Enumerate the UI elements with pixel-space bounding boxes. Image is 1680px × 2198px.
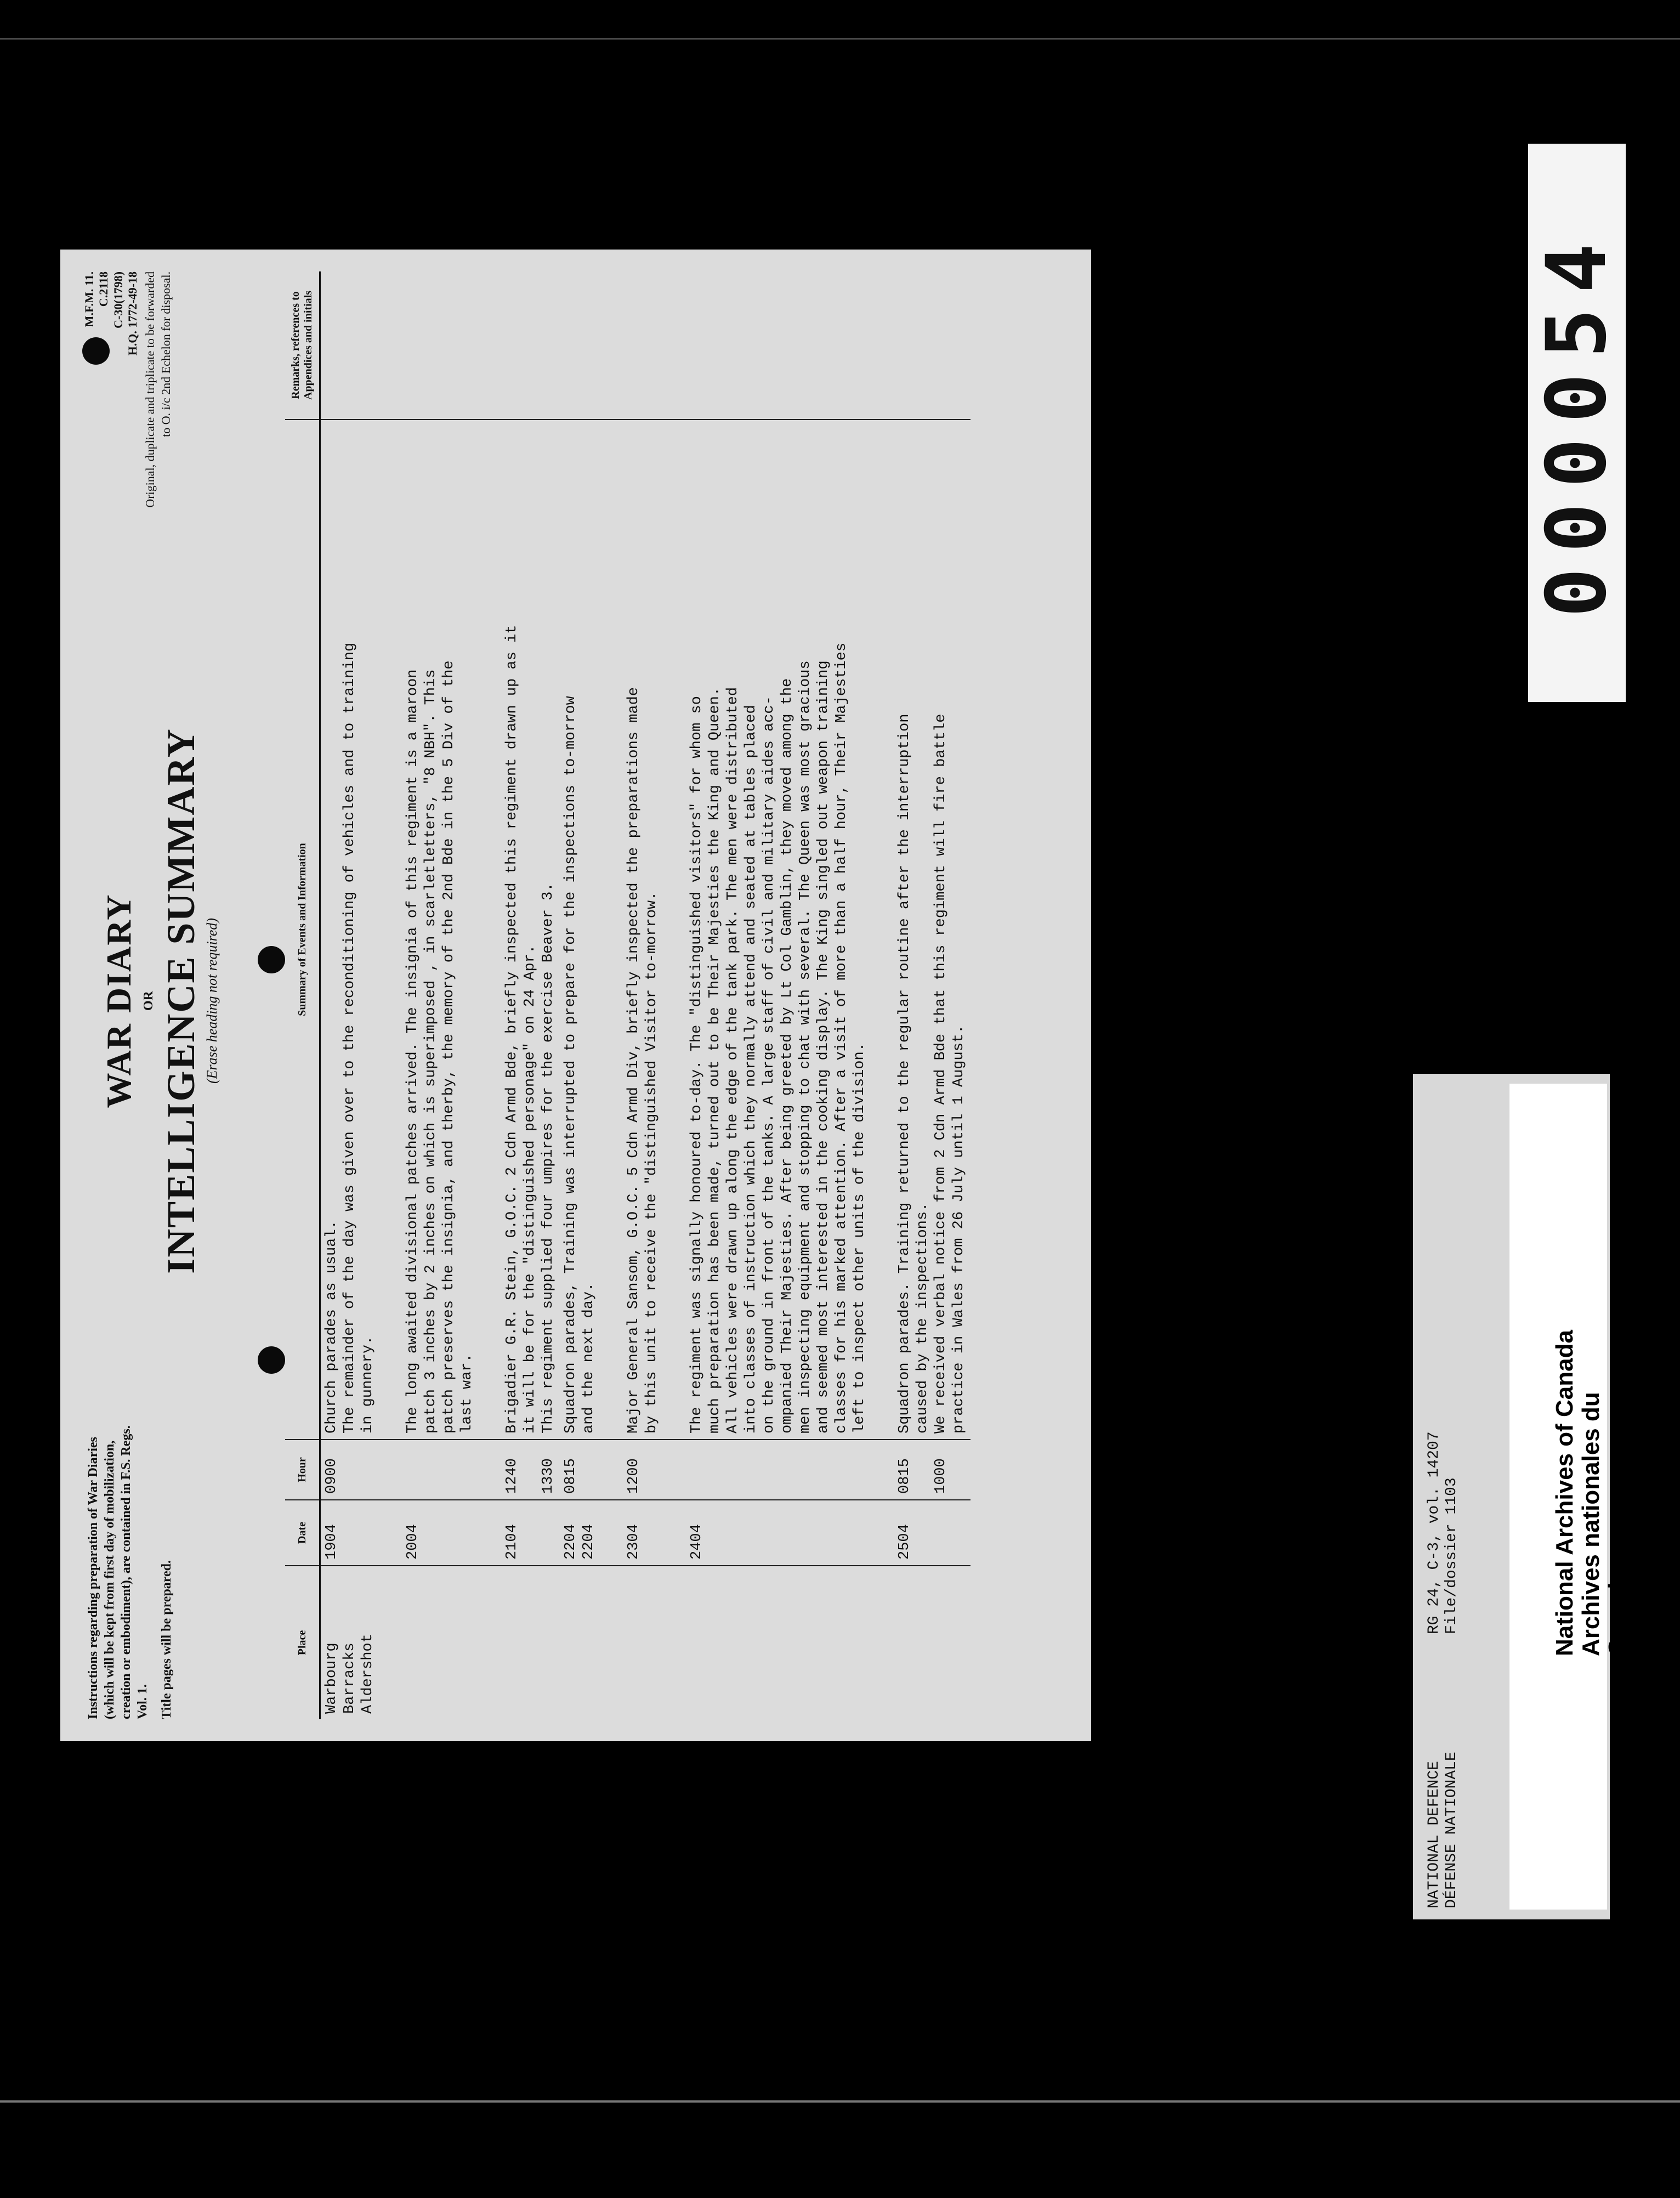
entry-remarks [560, 271, 600, 420]
column-header-summary: Summary of Events and Information [285, 420, 320, 1440]
page-number: 000054 [1529, 228, 1625, 618]
entry-place [501, 1566, 560, 1719]
entry-remarks [402, 271, 479, 420]
national-archives-fr: Archives nationales du Canada [1577, 1392, 1631, 1656]
entry-spacer [379, 271, 402, 1719]
national-archives-en: National Archives of Canada [1551, 1330, 1578, 1656]
record-group-reference [1426, 1349, 1461, 1634]
diary-entry [320, 271, 380, 1719]
national-defence-label [1426, 1678, 1461, 1908]
column-header-hour: Hour [285, 1440, 320, 1500]
entry-summary: The long awaited divisional patches arrived. The insignia of this regiment is a maroon patch 3 inches by 2 inches on which is superimposed , in scarletletters, "8 NBH". This patch preserves the insignia, and therby, the memory of the 2nd Bde in the 5 Div of the last war. [402, 420, 479, 1440]
entry-place [686, 1566, 871, 1719]
entry-remarks [320, 271, 380, 420]
entry-date: 2204 2204 [560, 1500, 600, 1566]
entry-summary: The regiment was signally honoured to-day. The "distinguished visitors" for whom so much preparation has been made, turned out to be Their Majesties the King and Queen. All vehicles were drawn up along the edge of the tank park. The men were distributed into classes of instruction which they normally attend and seated at tables placed on the ground in front of the tanks. A large staff of civil and military aides acc- ompanied Their Majesties. After being greeted by Lt Col Gamblin, they moved among the men inspecting equipment and stopping to chat with several. The Queen was most gracious and seemed most interested in the cooking display. The King singled out weapon training classes for his marked attention. After a visit of more than a half hour, Their Majesties left to inspect other units of the division. [686, 420, 871, 1440]
national-defence-fr: DÉFENSE NATIONALE [1443, 1752, 1460, 1908]
entry-hour [402, 1440, 479, 1500]
entry-remarks [501, 271, 560, 420]
entry-hour: 1240 1330 [501, 1440, 560, 1500]
entry-spacer [600, 271, 623, 1719]
entry-hour: 0900 [320, 1440, 380, 1500]
entry-summary: Church parades as usual. The remainder of the day was given over to the reconditioning of vehicles and to training in gunnery. [320, 420, 380, 1440]
column-header-date: Date [285, 1500, 320, 1566]
entry-place [894, 1566, 970, 1719]
entry-place [623, 1566, 663, 1719]
entry-date: 2104 [501, 1500, 560, 1566]
entry-remarks [623, 271, 663, 420]
entry-hour: 0815 1000 [894, 1440, 970, 1500]
entry-date: 2004 [402, 1500, 479, 1566]
diary-entry [686, 271, 871, 1719]
disposal-note [143, 271, 174, 688]
form-ref-line: M.F.M. 11. [82, 271, 96, 327]
archive-label [1426, 1316, 1631, 1908]
erase-heading-note: (Erase heading not required) [204, 917, 220, 1084]
intelligence-summary-title: INTELLIGENCE SUMMARY [159, 728, 203, 1274]
entry-hour [686, 1440, 871, 1500]
entry-hour: 1200 [623, 1440, 663, 1500]
entry-spacer [479, 271, 501, 1719]
disposal-line: to O. i/c 2nd Echelon for disposal. [158, 271, 173, 437]
entry-spacer [663, 271, 686, 1719]
form-ref-line: C-30(1798) [111, 271, 125, 328]
diary-entry [402, 271, 479, 1719]
war-diary-title: WAR DIARY [99, 893, 138, 1108]
entry-date: 1904 [320, 1500, 380, 1566]
entry-summary: Squadron parades, Training was interrupted to prepare for the inspections to-morrow and the next day. [560, 420, 600, 1440]
scan-edge-bottom [0, 2100, 1680, 2103]
form-reference [82, 271, 140, 398]
entry-summary: Squadron parades. Training returned to the regular routine after the interruption caused by the inspections. We received verbal notice from 2 Cdn Armd Bde that this regiment will fire battle practice in Wales from 26 July until 1 August. [894, 420, 970, 1440]
file-reference: File/dossier 1103 [1443, 1477, 1460, 1634]
disposal-line: Original, duplicate and triplicate to be forwarded [143, 271, 157, 508]
national-archives-name [1552, 1327, 1631, 1656]
entry-date: 2404 [686, 1500, 871, 1566]
form-heading [99, 644, 220, 1357]
entry-summary: Brigadier G.R. Stein, G.O.C. 2 Cdn Armd Bde, briefly inspected this regiment drawn up as it it will be for the "distinguished personage" on 24 Apr. This regiment supplied four umpires for the exercise Beaver 3. [501, 420, 560, 1440]
column-header-place: Place [285, 1566, 320, 1719]
entry-place [402, 1566, 479, 1719]
punch-hole [258, 946, 285, 973]
punch-hole [258, 1346, 285, 1374]
entry-place [560, 1566, 600, 1719]
war-diary-sheet [60, 250, 1091, 1741]
diary-entry [560, 271, 600, 1719]
entry-remarks [894, 271, 970, 420]
page-number-stamp [1528, 144, 1626, 702]
or-label: OR [141, 991, 156, 1011]
war-diary-sheet-frame [60, 250, 1091, 1741]
diary-table [285, 271, 970, 1719]
entry-place: Warbourg Barracks Aldershot [323, 1634, 376, 1714]
entry-summary: Major General Sansom, G.O.C. 5 Cdn Armd Div, briefly inspected the preparations made by this unit to receive the "distinguished Visitor to-morrow. [623, 420, 663, 1440]
scan-edge-top [0, 38, 1680, 39]
national-defence-en: NATIONAL DEFENCE [1426, 1761, 1443, 1908]
form-ref-line: C.2118 [97, 271, 111, 307]
entry-remarks [686, 271, 871, 420]
diary-entry [501, 271, 560, 1719]
diary-entry [623, 271, 663, 1719]
rg-reference: RG 24, C-3, vol. 14207 [1426, 1431, 1443, 1634]
entry-date: 2504 [894, 1500, 970, 1566]
entry-spacer [871, 271, 894, 1719]
entry-hour: 0815 [560, 1440, 600, 1500]
instructions-note [85, 1412, 175, 1719]
column-header-remarks: Remarks, references to Appendices and initials [285, 271, 320, 420]
instructions-text: Instructions regarding preparation of War Diaries (which will be kept from first day of mobilization, creation or embodiment), are contained in F.S. Regs. Vol. 1. [86, 1425, 150, 1719]
entry-date: 2304 [623, 1500, 663, 1566]
diary-entry [894, 271, 970, 1719]
form-ref-line: H.Q. 1772-49-18 [126, 271, 140, 356]
table-header-row [285, 271, 320, 1719]
title-pages-note: Title pages will be prepared. [160, 1560, 174, 1719]
